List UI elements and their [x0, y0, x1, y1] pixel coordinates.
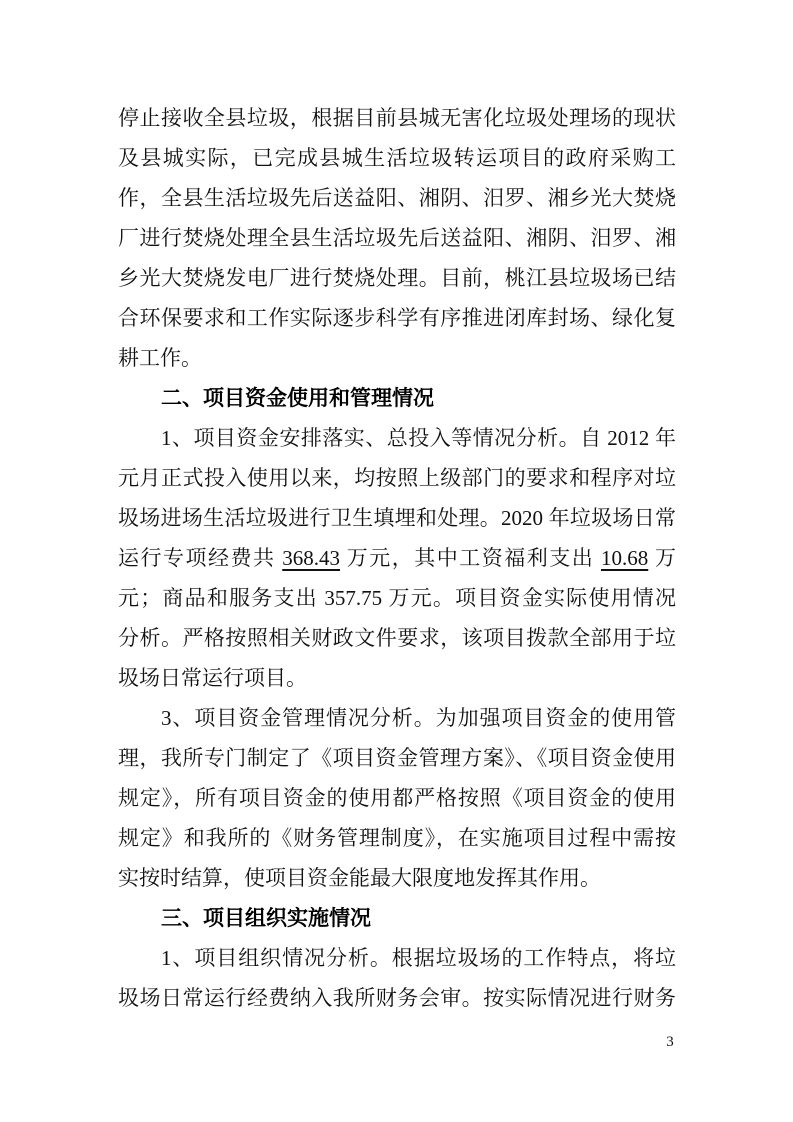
text-segment: 实按时结算，使项目资金能最大限度地发挥其作用。 [118, 866, 601, 890]
underlined-value: 10.68 [601, 546, 649, 570]
text-segment: 及县城实际，已完成县城生活垃圾转运项目的政府采购工 [118, 146, 676, 170]
underlined-value: 368.43 [282, 546, 340, 570]
text-segment: 分析。严格按照相关财政文件要求，该项目拨款全部用于垃 [118, 626, 676, 650]
text-segment: 1、项目组织情况分析。根据垃圾场的工作特点，将垃 [161, 946, 676, 970]
text-line [118, 818, 676, 858]
text-segment: 合环保要求和工作实际逐步科学有序推进闭库封场、绿化复 [118, 306, 676, 330]
text-segment: 耕工作。 [118, 346, 202, 370]
text-segment: 作，全县生活垃圾先后送益阳、湘阴、汨罗、湘乡光大焚烧 [118, 186, 676, 210]
section-heading [118, 378, 676, 418]
text-line [118, 578, 676, 618]
text-segment: 圾场日常运行项目。 [118, 666, 307, 690]
text-line [118, 458, 676, 498]
text-line [118, 858, 676, 898]
text-line [118, 418, 676, 458]
text-segment: 万元，其中工资福利支出 [340, 546, 601, 570]
text-segment: 1、项目资金安排落实、总投入等情况分析。自 2012 年 [161, 426, 676, 450]
text-line [118, 618, 676, 658]
page-number: 3 [666, 1034, 674, 1050]
text-line [118, 978, 676, 1018]
text-segment: 理，我所专门制定了《项目资金管理方案》、《项目资金使用 [118, 746, 676, 770]
document-body [118, 98, 676, 1018]
text-segment: 厂进行焚烧处理全县生活垃圾先后送益阳、湘阴、汨罗、湘 [118, 226, 676, 250]
text-segment: 乡光大焚烧发电厂进行焚烧处理。目前，桃江县垃圾场已结 [118, 266, 676, 290]
text-line [118, 738, 676, 778]
text-segment: 规定》和我所的《财务管理制度》，在实施项目过程中需按 [118, 826, 676, 850]
text-segment: 元月正式投入使用以来，均按照上级部门的要求和程序对垃 [118, 466, 676, 490]
text-line [118, 178, 676, 218]
text-line [118, 538, 676, 578]
text-segment: 三、项目组织实施情况 [161, 906, 371, 930]
text-line [118, 258, 676, 298]
text-segment: 二、项目资金使用和管理情况 [161, 386, 434, 410]
text-line [118, 778, 676, 818]
text-segment: 万 [648, 546, 676, 570]
text-line [118, 218, 676, 258]
text-line [118, 938, 676, 978]
text-line [118, 498, 676, 538]
text-line [118, 698, 676, 738]
text-line [118, 658, 676, 698]
text-segment: 3、项目资金管理情况分析。为加强项目资金的使用管 [161, 706, 676, 730]
text-segment: 元；商品和服务支出 357.75 万元。项目资金实际使用情况 [118, 586, 676, 610]
text-line [118, 298, 676, 338]
text-segment: 停止接收全县垃圾，根据目前县城无害化垃圾处理场的现状 [118, 106, 676, 130]
text-line [118, 338, 676, 378]
text-segment: 圾场进场生活垃圾进行卫生填埋和处理。2020 年垃圾场日常 [118, 506, 676, 530]
section-heading [118, 898, 676, 938]
text-line [118, 98, 676, 138]
text-segment: 圾场日常运行经费纳入我所财务会审。按实际情况进行财务 [118, 986, 676, 1010]
text-line [118, 138, 676, 178]
text-segment: 规定》，所有项目资金的使用都严格按照《项目资金的使用 [118, 786, 676, 810]
text-segment: 运行专项经费共 [118, 546, 283, 570]
